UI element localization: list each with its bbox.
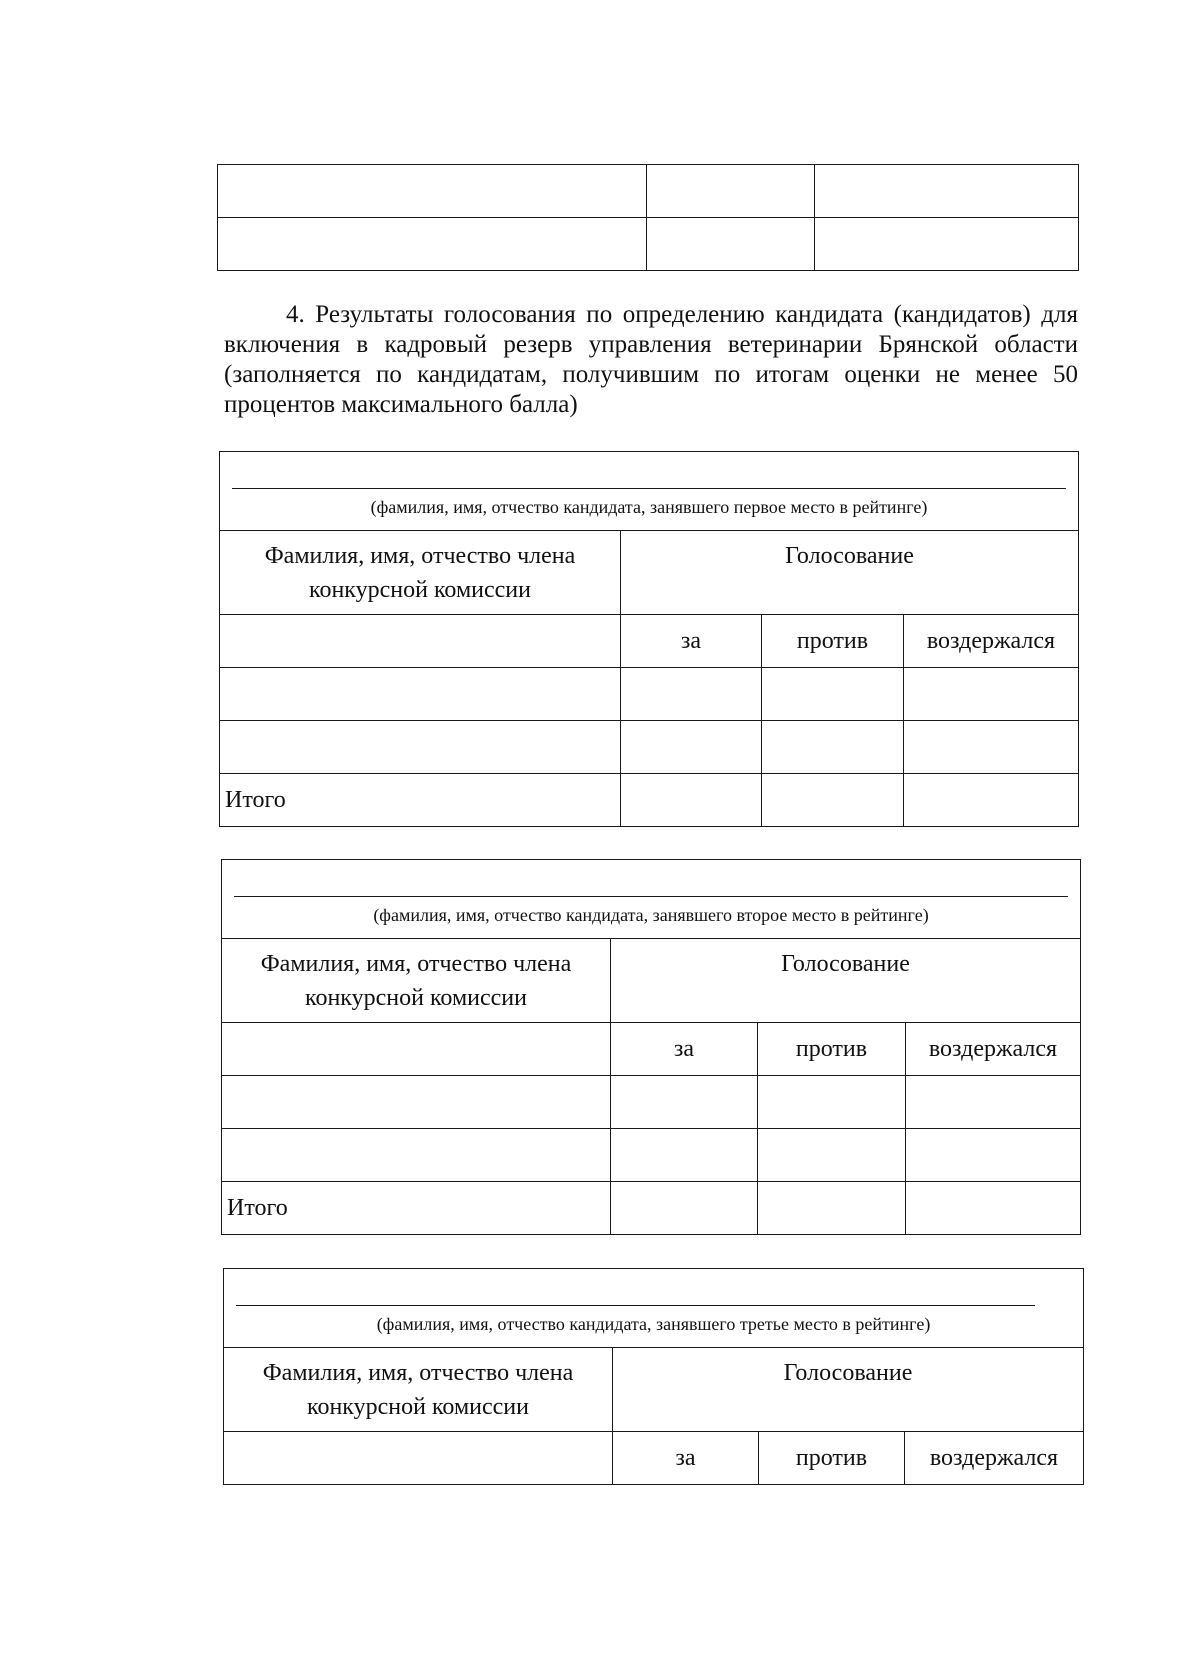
member-column-header: Фамилия, имя, отчество члена конкурсной комиссии xyxy=(220,531,621,615)
vote-for-header: за xyxy=(611,1023,758,1076)
table-row xyxy=(224,1269,1084,1348)
table-row xyxy=(220,668,1079,721)
vote-for-header: за xyxy=(621,615,762,668)
table-cell xyxy=(220,668,621,721)
table-cell xyxy=(904,721,1079,774)
table-row xyxy=(222,1023,1081,1076)
candidate-caption: (фамилия, имя, отчество кандидата, занявшего третье место в рейтинге) xyxy=(376,1314,931,1334)
table-cell xyxy=(220,615,621,668)
table-cell xyxy=(621,668,762,721)
table-cell xyxy=(904,668,1079,721)
table-cell xyxy=(758,1129,906,1182)
voting-table-first-place xyxy=(219,451,1079,827)
total-label: Итого xyxy=(222,1182,611,1235)
table-cell xyxy=(611,1182,758,1235)
table-cell xyxy=(218,218,647,271)
voting-column-header: Голосование xyxy=(621,531,1079,615)
section-4-paragraph: 4. Результаты голосования по определению кандидата (кандидатов) для включения в кадровый резерв управления ветеринарии Брянской области (заполняется по кандидатам, получившим по итогам оценки не менее 50 процентов максимального балла) xyxy=(224,301,1078,418)
vote-abstained-header: воздержался xyxy=(906,1023,1081,1076)
vote-for-header: за xyxy=(613,1432,759,1485)
candidate-name-line xyxy=(236,1305,1035,1306)
vote-against-header: против xyxy=(758,1023,906,1076)
vote-abstained-header: воздержался xyxy=(905,1432,1084,1485)
table-cell xyxy=(218,165,647,218)
table-cell xyxy=(611,1129,758,1182)
voting-table-second-place xyxy=(221,859,1081,1235)
previous-table-continuation xyxy=(217,164,1079,271)
table-cell xyxy=(906,1129,1081,1182)
voting-table-third-place xyxy=(223,1268,1084,1485)
member-column-header: Фамилия, имя, отчество члена конкурсной комиссии xyxy=(224,1348,613,1432)
vote-abstained-header: воздержался xyxy=(904,615,1079,668)
table-cell xyxy=(758,1182,906,1235)
vote-against-header: против xyxy=(759,1432,905,1485)
candidate-caption: (фамилия, имя, отчество кандидата, занявшего первое место в рейтинге) xyxy=(370,497,928,517)
table-cell xyxy=(220,721,621,774)
table-row xyxy=(222,1076,1081,1129)
table-cell xyxy=(906,1076,1081,1129)
table-cell xyxy=(762,721,904,774)
table-row xyxy=(220,615,1079,668)
table-row xyxy=(218,218,1079,271)
table-cell xyxy=(815,165,1079,218)
table-cell xyxy=(621,774,762,827)
table-row xyxy=(220,452,1079,531)
candidate-name-cell xyxy=(220,452,1079,531)
vote-against-header: против xyxy=(762,615,904,668)
total-label: Итого xyxy=(220,774,621,827)
table-row xyxy=(220,774,1079,827)
member-column-header: Фамилия, имя, отчество члена конкурсной комиссии xyxy=(222,939,611,1023)
table-row xyxy=(220,721,1079,774)
table-row xyxy=(222,1129,1081,1182)
voting-column-header: Голосование xyxy=(611,939,1081,1023)
table-cell xyxy=(904,774,1079,827)
table-cell xyxy=(611,1076,758,1129)
table-cell xyxy=(647,218,815,271)
table-cell xyxy=(906,1182,1081,1235)
voting-column-header: Голосование xyxy=(613,1348,1084,1432)
table-cell xyxy=(621,721,762,774)
table-cell xyxy=(224,1432,613,1485)
table-row xyxy=(224,1432,1084,1485)
table-row xyxy=(218,165,1079,218)
candidate-name-cell xyxy=(224,1269,1084,1348)
table-row xyxy=(222,939,1081,1023)
table-row xyxy=(224,1348,1084,1432)
table-cell xyxy=(762,668,904,721)
table-row xyxy=(222,1182,1081,1235)
candidate-caption: (фамилия, имя, отчество кандидата, занявшего второе место в рейтинге) xyxy=(373,905,929,925)
table-cell xyxy=(758,1076,906,1129)
candidate-name-line xyxy=(232,488,1066,489)
table-cell xyxy=(762,774,904,827)
table-row xyxy=(220,531,1079,615)
table-cell xyxy=(222,1023,611,1076)
table-cell xyxy=(222,1076,611,1129)
table-cell xyxy=(647,165,815,218)
table-row xyxy=(222,860,1081,939)
table-cell xyxy=(222,1129,611,1182)
candidate-name-line xyxy=(234,896,1068,897)
candidate-name-cell xyxy=(222,860,1081,939)
table-cell xyxy=(815,218,1079,271)
